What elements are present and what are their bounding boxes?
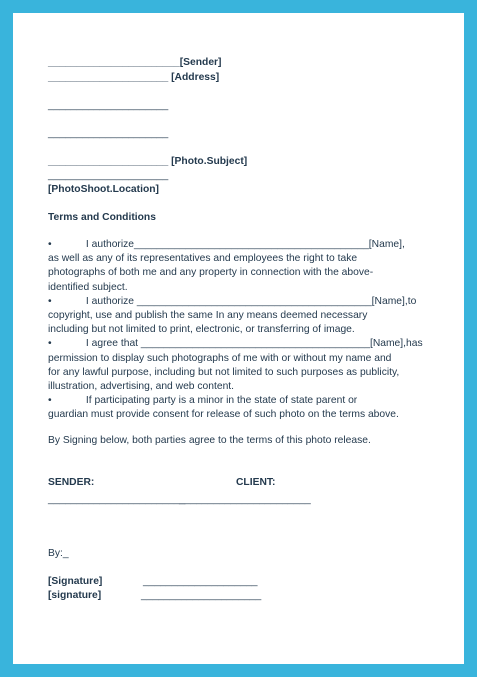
signature-label-2: [signature] — [48, 590, 102, 601]
address-field: _____________________ [Address] — [48, 72, 220, 83]
terms-line: • If participating party is a minor in the state of state parent or — [48, 395, 358, 407]
terms-line: • I authorize _________________________________________[Name],to — [48, 295, 417, 307]
terms-line: copyright, use and publish the same In any means deemed necessary — [48, 310, 368, 322]
blank-line-2: _____________________ — [48, 128, 169, 139]
sender-label: SENDER: — [48, 477, 95, 488]
sender-field: _______________________[Sender] — [48, 57, 222, 68]
terms-line: identified subject. — [48, 281, 128, 293]
terms-body — [48, 238, 443, 423]
client-signature-line: _______________________ — [179, 494, 311, 505]
terms-line: as well as any of its representatives and employees the right to take — [48, 253, 358, 265]
terms-line: permission to display such photographs of me with or without my name and — [48, 352, 392, 364]
terms-line: including but not limited to print, electronic, or transferring of image. — [48, 324, 355, 336]
terms-line: • I agree that ________________________________________[Name],has — [48, 338, 423, 350]
signature-line-1: ____________________ — [143, 576, 258, 587]
agreement-text: By Signing below, both parties agree to the terms of this photo release. — [48, 435, 371, 446]
terms-title: Terms and Conditions — [48, 212, 156, 223]
terms-line: photographs of both me and any property in connection with the above- — [48, 267, 374, 279]
blank-line-1: _____________________ — [48, 100, 169, 111]
terms-line: • I authorize_________________________________________[Name], — [48, 239, 405, 250]
by-field: By:_ — [48, 548, 69, 559]
sender-signature-line: ________________________ — [48, 494, 186, 505]
terms-line: for any lawful purpose, including but not limited to such purposes as publicity, — [48, 366, 400, 378]
photo-subject-field: _____________________ [Photo.Subject] — [48, 156, 248, 167]
terms-line: illustration, advertising, and web content. — [48, 381, 235, 393]
location-field: [PhotoShoot.Location] — [48, 184, 159, 195]
document-page — [13, 13, 464, 664]
signature-label-1: [Signature] — [48, 576, 103, 587]
blank-line-3: _____________________ — [48, 170, 169, 181]
terms-line: guardian must provide consent for release of such photo on the terms above. — [48, 409, 399, 421]
client-label: CLIENT: — [236, 477, 276, 488]
signature-line-2: _____________________ — [141, 590, 262, 601]
